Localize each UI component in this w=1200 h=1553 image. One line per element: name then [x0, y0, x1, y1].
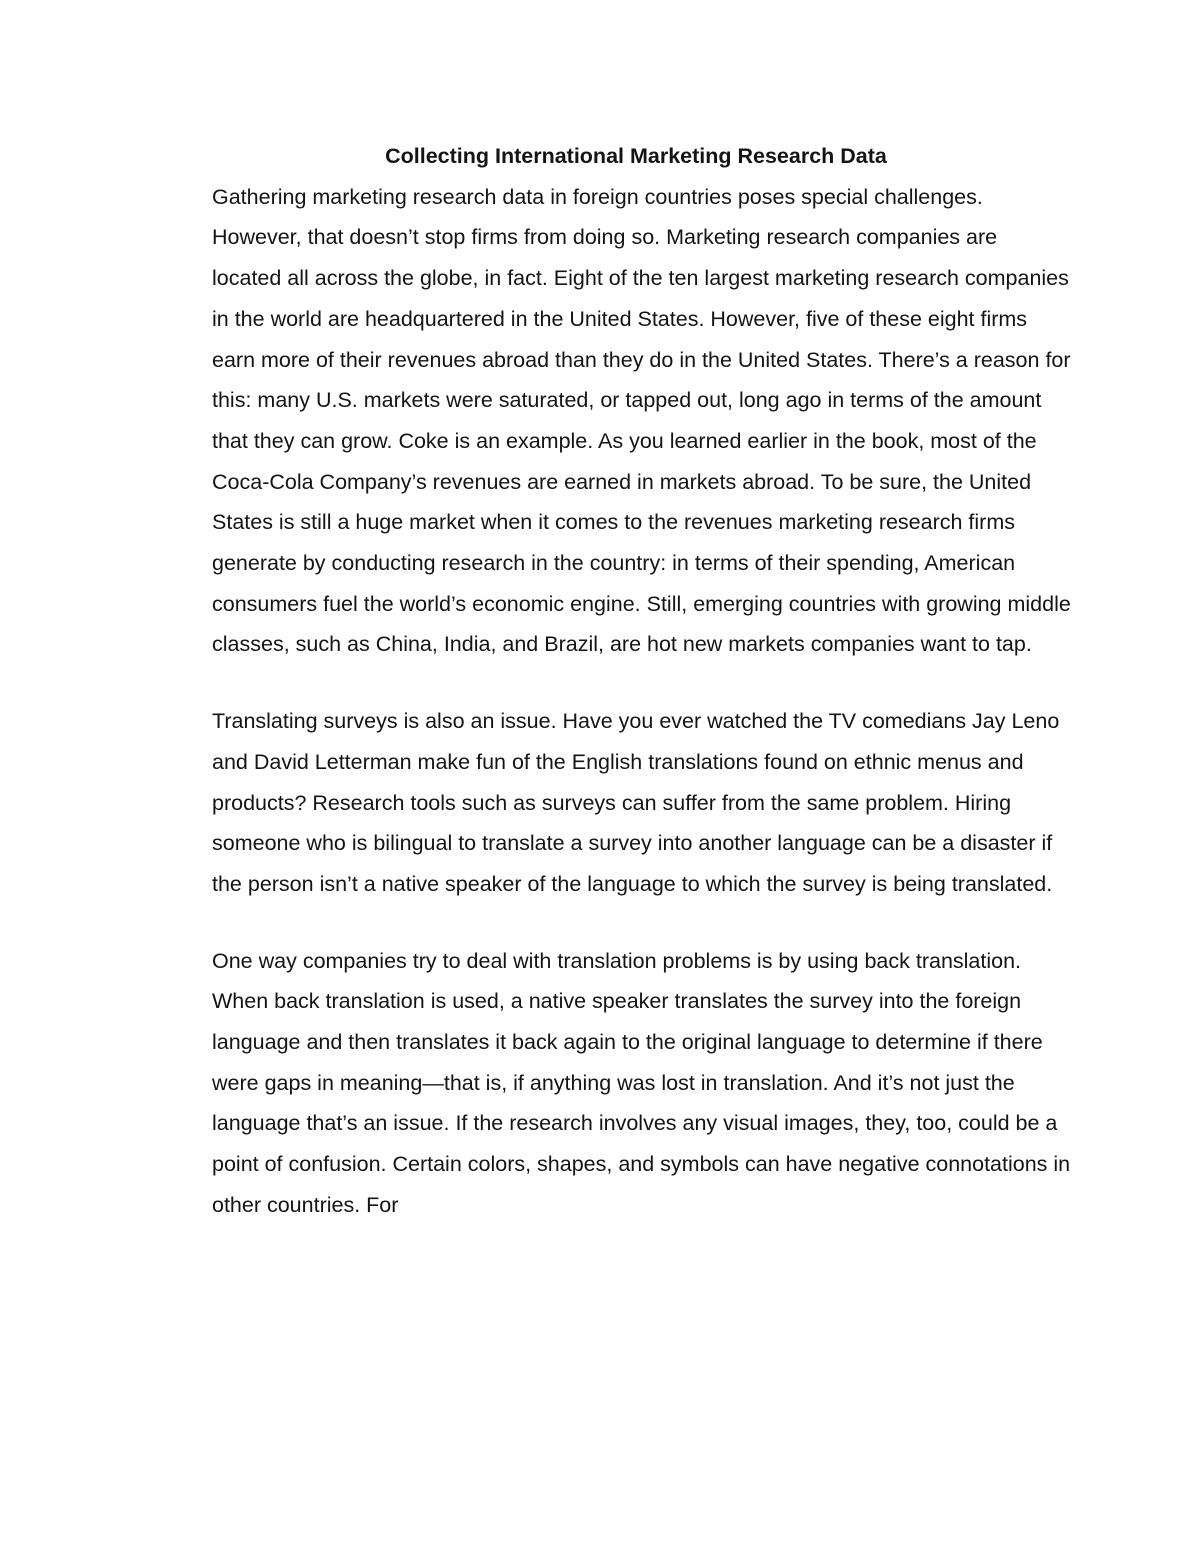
- paragraph-2: Translating surveys is also an issue. Have you ever watched the TV comedians Jay Leno and David Letterman make fun of the English translations found on ethnic menus and products? Research tools such as surveys can suffer from the same problem. Hiring someone who is bilingual to translate a survey into another language can be a disaster if the person isn’t a native speaker of the language to which the survey is being translated.: [212, 709, 1060, 896]
- paragraph-1: Gathering marketing research data in foreign countries poses special challenges. However, that doesn’t stop firms from doing so. Marketing research companies are located all across the globe, in fact. Eight of the ten largest marketing research companies in the world are headquartered in the United States. However, five of these eight firms earn more of their revenues abroad than they do in the United States. There’s a reason for this: many U.S. markets were saturated, or tapped out, long ago in terms of the amount that they can grow. Coke is an example. As you learned earlier in the book, most of the Coca-Cola Company’s revenues are earned in markets abroad. To be sure, the United States is still a huge market when it comes to the revenues marketing research firms generate by conducting research in the country: in terms of their spending, American consumers fuel the world’s economic engine. Still, emerging countries with growing middle classes, such as China, India, and Brazil, are hot new markets companies want to tap.: [212, 184, 1071, 657]
- paragraph-3: One way companies try to deal with translation problems is by using back translation.: [212, 948, 1022, 973]
- paragraph-spacer: [212, 905, 1072, 941]
- document-title: Collecting International Marketing Research Data: [385, 144, 887, 168]
- document-body: [212, 136, 1072, 1226]
- paragraph-spacer: [212, 665, 1072, 701]
- paragraph-4: When back translation is used, a native speaker translates the survey into the foreign language and then translates it back again to the original language to determine if there were gaps in meaning—that is, if anything was lost in translation. And it’s not just the language that’s an issue. If the research involves any visual images, they, too, could be a point of confusion. Certain colors, shapes, and symbols can have negative connotations in other countries. For: [212, 989, 1071, 1217]
